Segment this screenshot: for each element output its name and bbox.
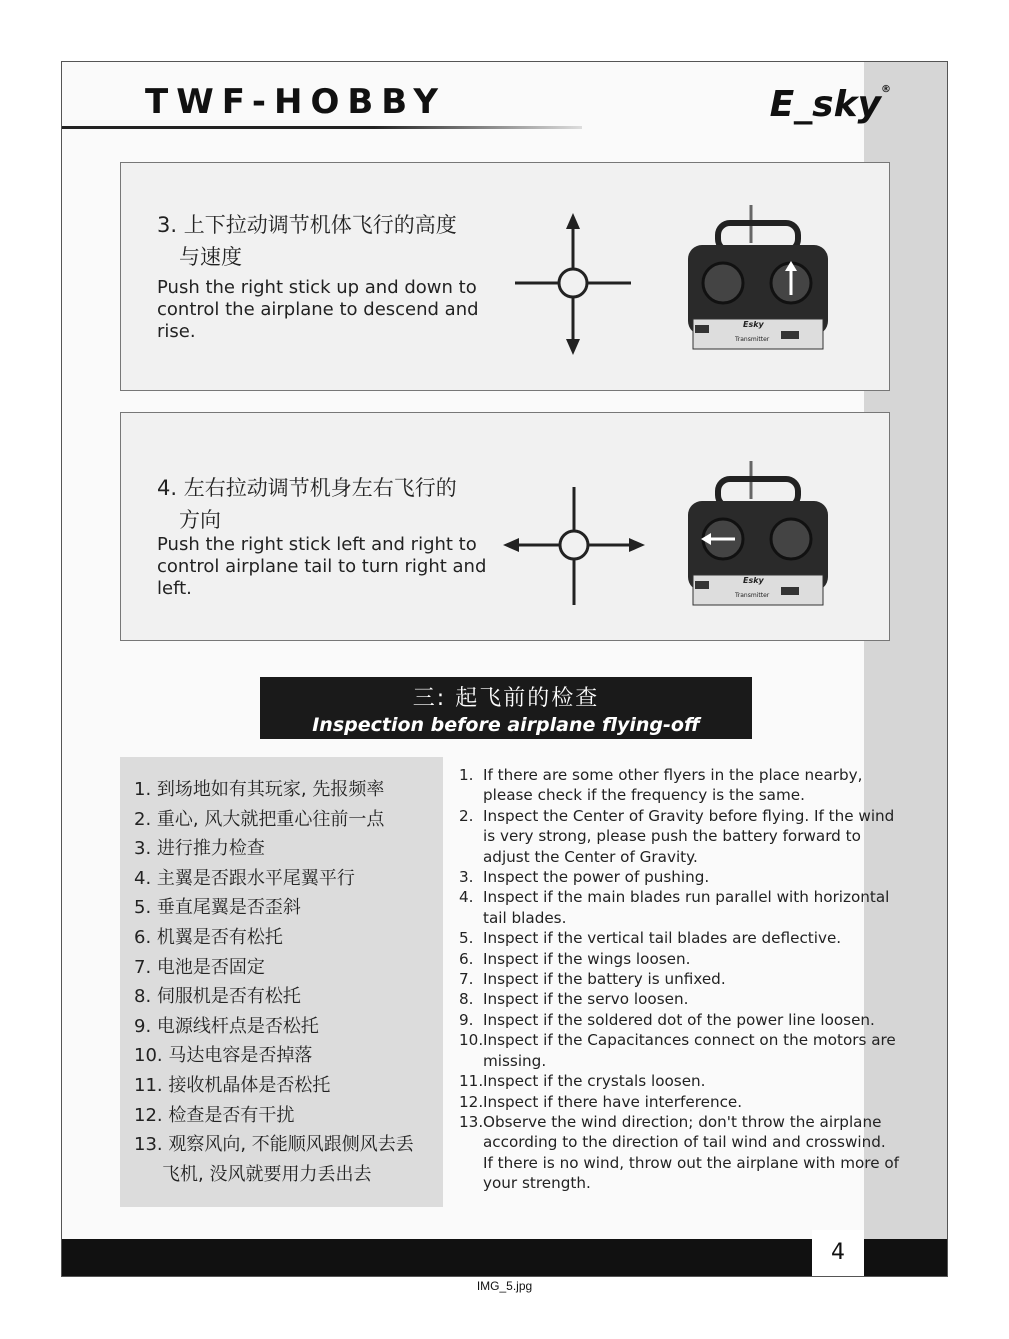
checklist-en-item-text: Observe the wind direction; don't throw the airplane according to the direction of tail wind and crosswind. If there is no wind, throw out the airplane with more of your strength.	[483, 1112, 900, 1193]
checklist-zh-item: 3. 进行推力检查	[134, 838, 265, 860]
section-title-en: Inspection before airplane flying-off	[312, 714, 700, 736]
checklist-en-item-number: 8.	[459, 990, 474, 1009]
instruction-panel-4	[120, 412, 890, 641]
checklist-en-item-number: 13.	[459, 1112, 484, 1131]
checklist-en-item-text: Inspect if there have interference.	[483, 1092, 743, 1111]
checklist-en-item-text: Inspect if the battery is unfixed.	[483, 970, 726, 989]
checklist-en-item-text: Inspect if the wings loosen.	[483, 949, 691, 968]
remote-sub: Transmitter	[735, 592, 770, 599]
remote-label: Esky	[743, 576, 764, 585]
checklist-en-item	[459, 765, 899, 806]
checklist-en-item-number: 6.	[459, 949, 474, 968]
checklist-zh-item: 飞机, 没风就要用力丢出去	[162, 1163, 372, 1185]
panel-3-en-text: Push the right stick up and down to control the airplane to descend and rise.	[157, 277, 479, 342]
checklist-en-item-text: If there are some other flyers in the place nearby, please check if the frequency is the same.	[483, 766, 863, 805]
panel-4-zh-line2: 方向	[179, 508, 221, 532]
remote-label: Esky	[743, 320, 764, 329]
instruction-panel-3	[120, 162, 890, 391]
checklist-zh-item: 4. 主翼是否跟水平尾翼平行	[134, 867, 355, 889]
checklist-en	[459, 765, 899, 1194]
page-number: 4	[812, 1230, 864, 1276]
checklist-zh-item: 7. 电池是否固定	[134, 956, 265, 978]
checklist-zh-item: 13. 观察风向, 不能顺风跟侧风去丢	[134, 1134, 414, 1156]
checklist-en-item	[459, 806, 899, 867]
checklist-zh-item: 6. 机翼是否有松托	[134, 926, 283, 948]
checklist-en-item	[459, 1112, 899, 1194]
checklist-en-item	[459, 949, 899, 969]
transmitter-up-icon	[683, 203, 833, 353]
checklist-en-item-number: 5.	[459, 929, 474, 948]
checklist-en-item	[459, 969, 899, 989]
checklist-en-item-text: Inspect if the vertical tail blades are deflective.	[483, 929, 842, 948]
checklist-en-item-text: Inspect if the Capacitances connect on the motors are missing.	[483, 1031, 896, 1070]
stick-up-down-arrows-icon	[513, 211, 633, 357]
checklist-zh	[120, 757, 443, 1207]
section-banner	[260, 677, 752, 739]
checklist-en-item	[459, 1010, 899, 1030]
checklist-zh-item: 10. 马达电容是否掉落	[134, 1045, 313, 1067]
checklist-en-item-number: 4.	[459, 888, 474, 907]
checklist-en-item-text: Inspect the Center of Gravity before flying. If the wind is very strong, please push the battery forward to adjust the Center of Gravity.	[483, 806, 895, 866]
panel-3-zh-line2: 与速度	[179, 245, 242, 269]
image-caption: IMG_5.jpg	[476, 1279, 533, 1293]
checklist-zh-items	[120, 757, 443, 1189]
registered-mark: ®	[881, 84, 891, 95]
brand-esky-logo	[770, 84, 891, 125]
panel-4-en-text: Push the right stick left and right to control airplane tail to turn right and left.	[157, 534, 487, 599]
checklist-en-item	[459, 1030, 899, 1071]
checklist-en-item-number: 12.	[459, 1092, 484, 1111]
manual-page	[61, 61, 948, 1277]
header-rule	[62, 126, 582, 129]
checklist-en-item-text: Inspect if the crystals loosen.	[483, 1072, 706, 1091]
checklist-en-item-number: 7.	[459, 970, 474, 989]
section-title-zh: 三: 起飞前的检查	[412, 686, 600, 711]
stick-left-right-arrows-icon	[501, 485, 647, 607]
checklist-en-item	[459, 1071, 899, 1091]
checklist-en-item	[459, 1092, 899, 1112]
checklist-en-item-text: Inspect the power of pushing.	[483, 868, 710, 887]
transmitter-left-icon	[683, 459, 833, 609]
brand-twf-hobby: TWF-HOBBY	[145, 82, 446, 122]
checklist-en-item-number: 1.	[459, 766, 474, 784]
checklist-zh-item: 5. 垂直尾翼是否歪斜	[134, 897, 301, 919]
checklist-en-item	[459, 887, 899, 928]
checklist-zh-item: 8. 伺服机是否有松托	[134, 986, 301, 1008]
checklist-en-item-text: Inspect if the soldered dot of the power line loosen.	[483, 1010, 875, 1029]
checklist-en-item	[459, 867, 899, 887]
checklist-zh-item: 11. 接收机晶体是否松托	[134, 1074, 331, 1096]
checklist-en-item-number: 9.	[459, 1010, 474, 1029]
esky-logo-text: E_sky	[769, 84, 881, 125]
checklist-en-item-number: 2.	[459, 806, 474, 825]
panel-3-zh-line1: 3. 上下拉动调节机体飞行的高度	[157, 213, 457, 237]
checklist-en-item-number: 10.	[459, 1031, 484, 1050]
checklist-en-item-number: 3.	[459, 868, 474, 887]
checklist-zh-item: 12. 检查是否有干扰	[134, 1104, 295, 1126]
checklist-en-item	[459, 928, 899, 948]
checklist-en-item-text: Inspect if the main blades run parallel with horizontal tail blades.	[483, 888, 890, 927]
checklist-en-item-text: Inspect if the servo loosen.	[483, 990, 689, 1009]
checklist-zh-item: 9. 电源线杆点是否松托	[134, 1015, 319, 1037]
checklist-en-item-number: 11.	[459, 1072, 484, 1091]
checklist-en-item	[459, 989, 899, 1009]
checklist-zh-item: 1. 到场地如有其玩家, 先报频率	[134, 779, 385, 800]
panel-4-zh-line1: 4. 左右拉动调节机身左右飞行的	[157, 476, 457, 500]
checklist-zh-item: 2. 重心, 风大就把重心往前一点	[134, 808, 385, 830]
remote-sub: Transmitter	[735, 336, 770, 343]
